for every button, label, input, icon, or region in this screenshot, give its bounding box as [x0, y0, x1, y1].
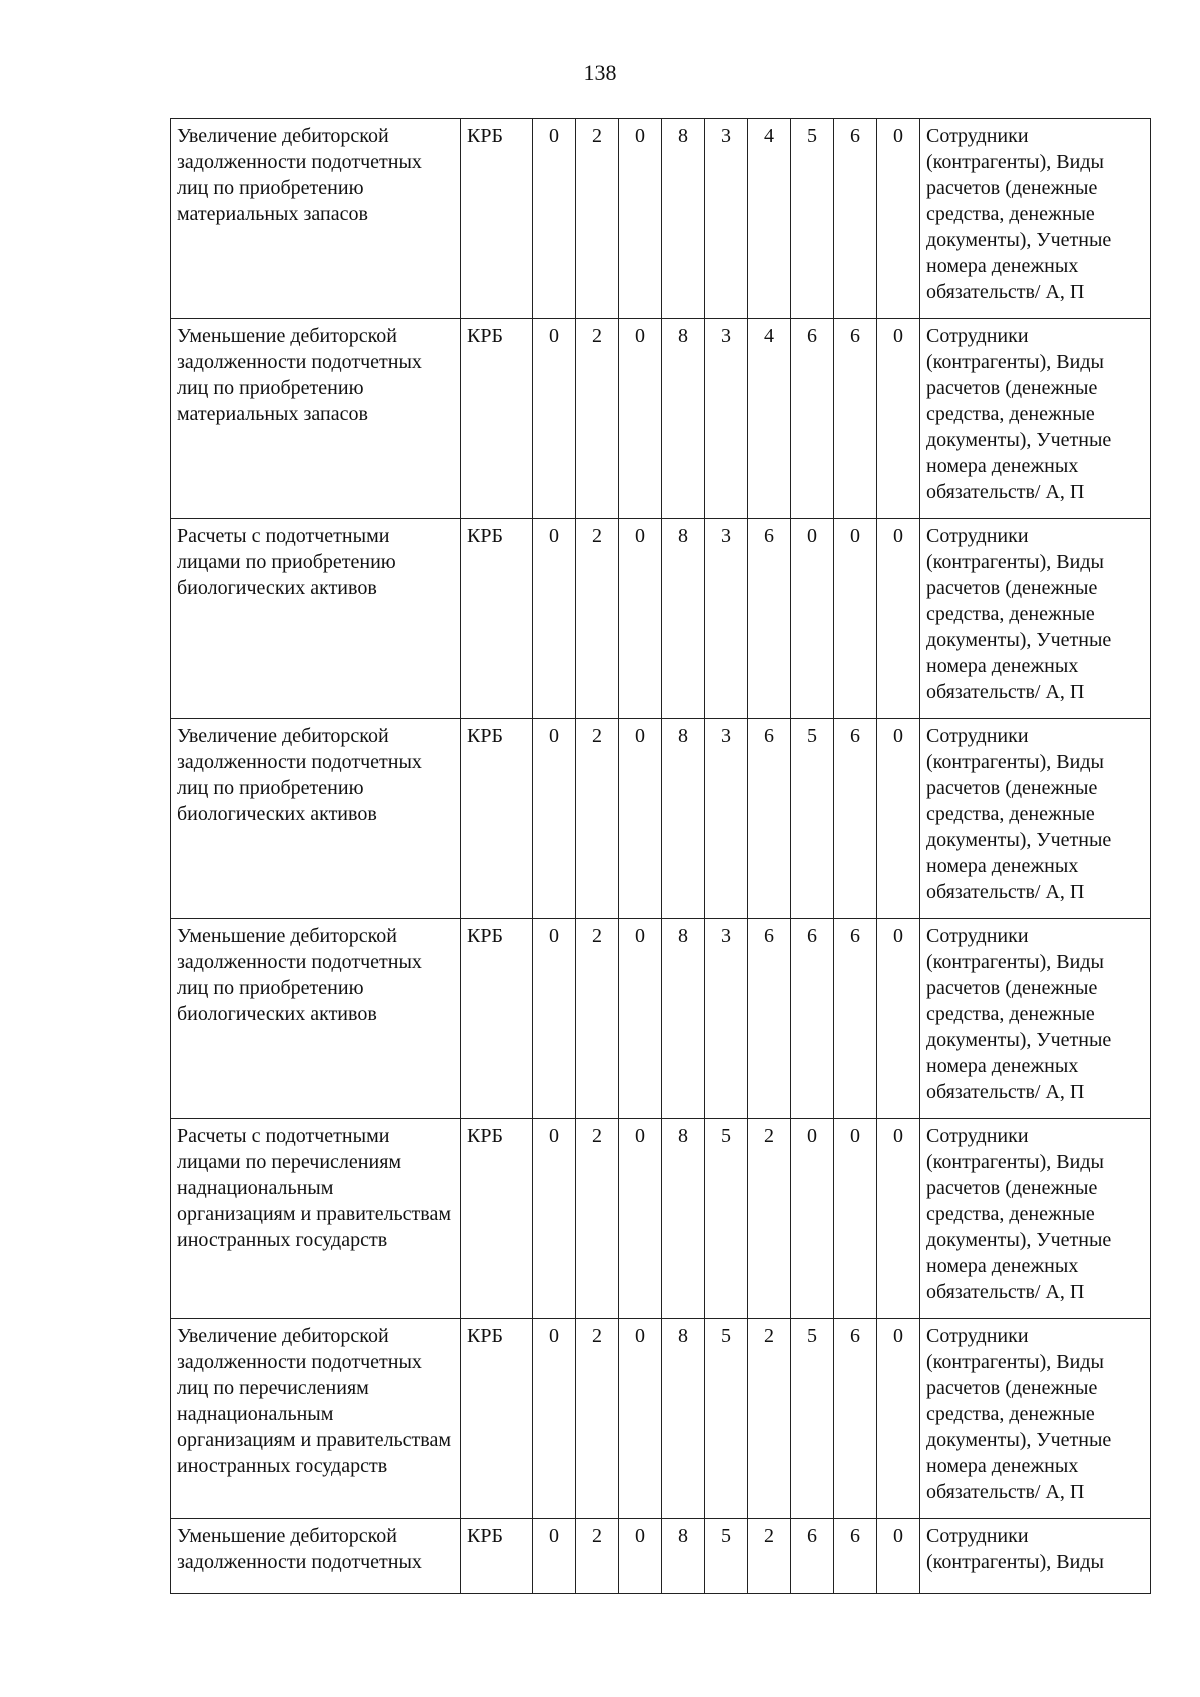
table-row	[171, 519, 1151, 719]
table-row	[171, 1119, 1151, 1319]
digit-cell: 2	[576, 519, 619, 719]
table-row	[171, 919, 1151, 1119]
digit-cell: 8	[662, 519, 705, 719]
digit-cell: 2	[576, 719, 619, 919]
account-name-cell: Уменьшение дебиторской задолженности подотчетных лиц по приобретению биологических активов	[171, 919, 461, 1119]
digit-cell: 3	[705, 119, 748, 319]
code-cell: КРБ	[461, 119, 533, 319]
digit-cell: 5	[705, 1519, 748, 1594]
digit-cell: 0	[619, 119, 662, 319]
digit-cell: 2	[748, 1319, 791, 1519]
digit-cell: 0	[834, 519, 877, 719]
digit-cell: 5	[705, 1119, 748, 1319]
digit-cell: 8	[662, 919, 705, 1119]
table-body	[171, 119, 1151, 1594]
digit-cell: 8	[662, 1119, 705, 1319]
digit-cell: 0	[877, 719, 920, 919]
digit-cell: 3	[705, 719, 748, 919]
code-cell: КРБ	[461, 1319, 533, 1519]
table-row	[171, 719, 1151, 919]
digit-cell: 2	[576, 919, 619, 1119]
digit-cell: 3	[705, 319, 748, 519]
digit-cell: 6	[834, 319, 877, 519]
digit-cell: 6	[834, 719, 877, 919]
analytics-cell: Сотрудники (контрагенты), Виды расчетов (денежные средства, денежные документы), Учетные номера денежных обязательств/ А, П	[920, 1119, 1151, 1319]
analytics-cell: Сотрудники (контрагенты), Виды расчетов (денежные средства, денежные документы), Учетные номера денежных обязательств/ А, П	[920, 519, 1151, 719]
digit-cell: 0	[834, 1119, 877, 1319]
digit-cell: 2	[576, 1319, 619, 1519]
digit-cell: 0	[791, 1119, 834, 1319]
analytics-cell: Сотрудники (контрагенты), Виды расчетов (денежные средства, денежные документы), Учетные номера денежных обязательств/ А, П	[920, 319, 1151, 519]
digit-cell: 0	[533, 1319, 576, 1519]
table-row	[171, 1519, 1151, 1594]
code-cell: КРБ	[461, 319, 533, 519]
analytics-cell: Сотрудники (контрагенты), Виды расчетов (денежные средства, денежные документы), Учетные номера денежных обязательств/ А, П	[920, 719, 1151, 919]
digit-cell: 6	[834, 1319, 877, 1519]
digit-cell: 4	[748, 319, 791, 519]
account-name-cell: Уменьшение дебиторской задолженности подотчетных лиц по приобретению материальных запасов	[171, 319, 461, 519]
digit-cell: 5	[705, 1319, 748, 1519]
digit-cell: 4	[748, 119, 791, 319]
digit-cell: 0	[533, 1519, 576, 1594]
digit-cell: 2	[576, 1119, 619, 1319]
account-name-cell: Увеличение дебиторской задолженности подотчетных лиц по перечислениям наднациональным организациям и правительствам иностранных государств	[171, 1319, 461, 1519]
digit-cell: 5	[791, 719, 834, 919]
account-name-cell: Увеличение дебиторской задолженности подотчетных лиц по приобретению материальных запасов	[171, 119, 461, 319]
account-name-cell: Увеличение дебиторской задолженности подотчетных лиц по приобретению биологических активов	[171, 719, 461, 919]
digit-cell: 0	[877, 119, 920, 319]
digit-cell: 2	[748, 1119, 791, 1319]
digit-cell: 0	[877, 519, 920, 719]
account-name-cell: Расчеты с подотчетными лицами по перечислениям наднациональным организациям и правительствам иностранных государств	[171, 1119, 461, 1319]
digit-cell: 6	[791, 919, 834, 1119]
digit-cell: 0	[533, 519, 576, 719]
digit-cell: 8	[662, 1319, 705, 1519]
code-cell: КРБ	[461, 519, 533, 719]
page-number: 138	[583, 60, 617, 85]
digit-cell: 0	[877, 919, 920, 1119]
analytics-cell: Сотрудники (контрагенты), Виды расчетов (денежные средства, денежные документы), Учетные номера денежных обязательств/ А, П	[920, 1319, 1151, 1519]
table-row	[171, 119, 1151, 319]
digit-cell: 3	[705, 919, 748, 1119]
analytics-cell: Сотрудники (контрагенты), Виды	[920, 1519, 1151, 1594]
digit-cell: 0	[877, 1319, 920, 1519]
digit-cell: 2	[576, 319, 619, 519]
code-cell: КРБ	[461, 1119, 533, 1319]
digit-cell: 0	[791, 519, 834, 719]
digit-cell: 0	[619, 1519, 662, 1594]
digit-cell: 6	[748, 919, 791, 1119]
digit-cell: 8	[662, 1519, 705, 1594]
analytics-cell: Сотрудники (контрагенты), Виды расчетов (денежные средства, денежные документы), Учетные номера денежных обязательств/ А, П	[920, 119, 1151, 319]
digit-cell: 2	[576, 1519, 619, 1594]
digit-cell: 2	[748, 1519, 791, 1594]
account-name-cell: Расчеты с подотчетными лицами по приобретению биологических активов	[171, 519, 461, 719]
table-row	[171, 319, 1151, 519]
digit-cell: 8	[662, 119, 705, 319]
digit-cell: 0	[619, 1319, 662, 1519]
digit-cell: 0	[877, 319, 920, 519]
digit-cell: 0	[877, 1519, 920, 1594]
digit-cell: 6	[791, 319, 834, 519]
analytics-cell: Сотрудники (контрагенты), Виды расчетов (денежные средства, денежные документы), Учетные номера денежных обязательств/ А, П	[920, 919, 1151, 1119]
digit-cell: 0	[619, 719, 662, 919]
code-cell: КРБ	[461, 1519, 533, 1594]
digit-cell: 0	[619, 319, 662, 519]
code-cell: КРБ	[461, 719, 533, 919]
digit-cell: 3	[705, 519, 748, 719]
digit-cell: 0	[619, 919, 662, 1119]
digit-cell: 0	[619, 1119, 662, 1319]
digit-cell: 8	[662, 719, 705, 919]
digit-cell: 0	[877, 1119, 920, 1319]
digit-cell: 0	[533, 919, 576, 1119]
digit-cell: 0	[619, 519, 662, 719]
digit-cell: 5	[791, 119, 834, 319]
table-row	[171, 1319, 1151, 1519]
code-cell: КРБ	[461, 919, 533, 1119]
digit-cell: 8	[662, 319, 705, 519]
digit-cell: 6	[748, 719, 791, 919]
digit-cell: 0	[533, 319, 576, 519]
accounts-table	[170, 118, 1151, 1594]
digit-cell: 2	[576, 119, 619, 319]
digit-cell: 5	[791, 1319, 834, 1519]
digit-cell: 0	[533, 1119, 576, 1319]
digit-cell: 6	[791, 1519, 834, 1594]
digit-cell: 6	[834, 1519, 877, 1594]
digit-cell: 6	[834, 919, 877, 1119]
digit-cell: 0	[533, 719, 576, 919]
digit-cell: 0	[533, 119, 576, 319]
digit-cell: 6	[834, 119, 877, 319]
digit-cell: 6	[748, 519, 791, 719]
account-name-cell: Уменьшение дебиторской задолженности подотчетных	[171, 1519, 461, 1594]
